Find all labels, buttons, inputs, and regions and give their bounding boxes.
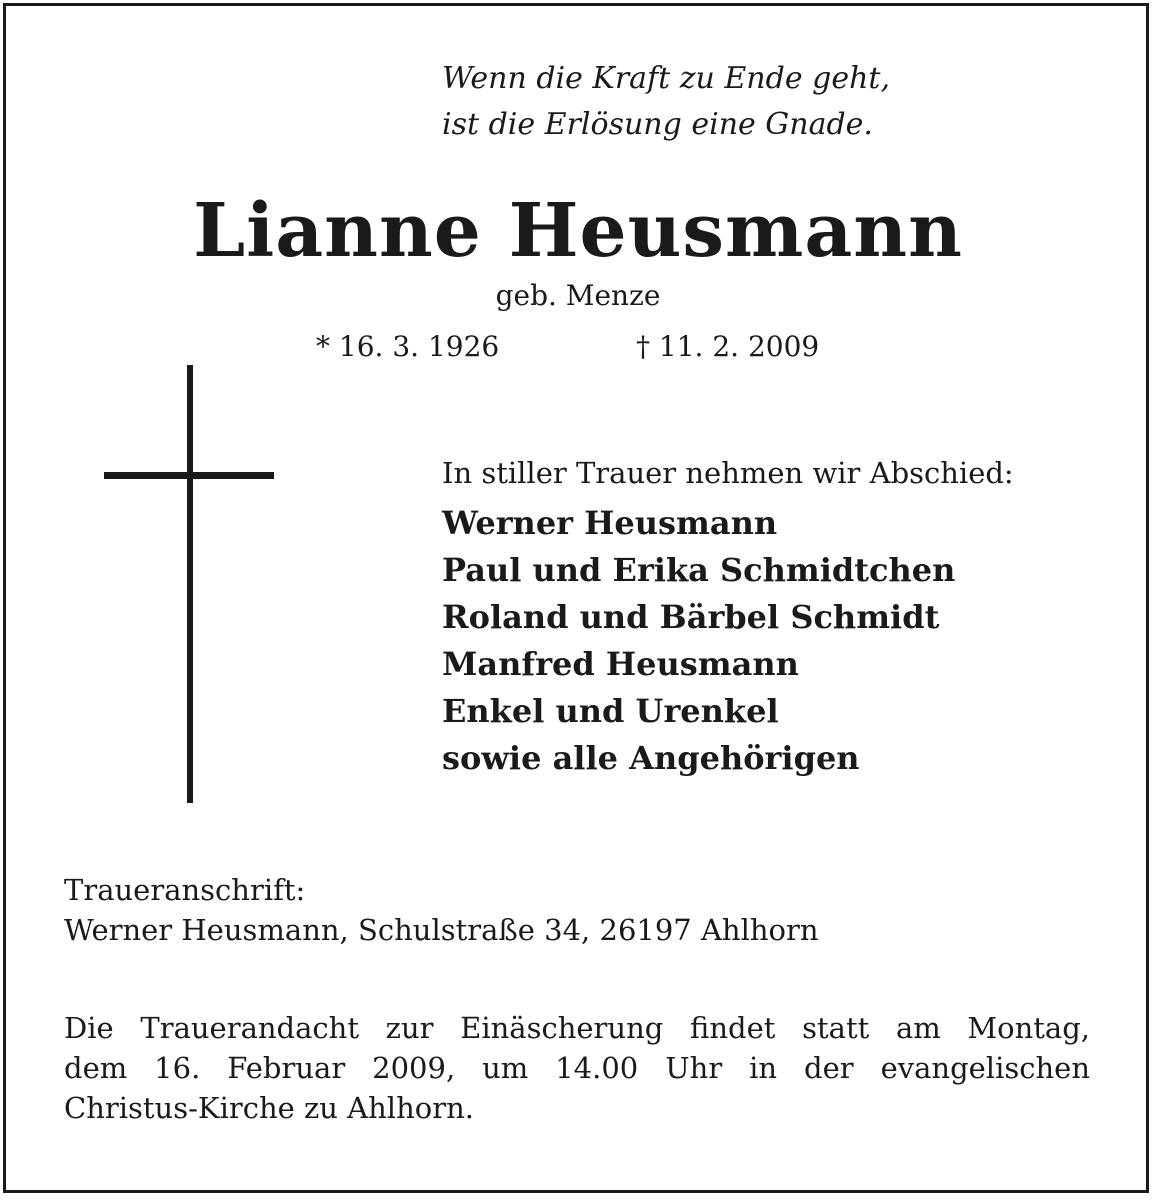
service-line-2: dem 16. Februar 2009, um 14.00 Uhr in der evangelischen xyxy=(64,1051,1090,1085)
death-date: † 11. 2. 2009 xyxy=(636,330,820,363)
mourner-name: sowie alle Angehörigen xyxy=(442,739,860,777)
birth-date: * 16. 3. 1926 xyxy=(316,330,500,363)
mourner-name: Enkel und Urenkel xyxy=(442,692,779,730)
mourner-name: Werner Heusmann xyxy=(442,504,778,542)
mourner-name: Roland und Bärbel Schmidt xyxy=(442,598,940,636)
service-line-3: Christus-Kirche zu Ahlhorn. xyxy=(64,1091,474,1125)
service-line-1: Die Trauerandacht zur Einäscherung findet statt am Montag, xyxy=(64,1011,1090,1045)
address-label: Traueranschrift: xyxy=(64,873,306,907)
cross-vertical-bar xyxy=(187,365,193,803)
maiden-name: geb. Menze xyxy=(495,279,661,312)
motto-quote xyxy=(442,56,1042,148)
motto-line-2: ist die Erlösung eine Gnade. xyxy=(442,107,873,142)
mourners-list xyxy=(442,500,955,782)
deceased-name: Lianne Heusmann xyxy=(193,188,963,274)
motto-line-1: Wenn die Kraft zu Ende geht, xyxy=(442,61,890,96)
mourner-name: Manfred Heusmann xyxy=(442,645,799,683)
address-value: Werner Heusmann, Schulstraße 34, 26197 Ahlhorn xyxy=(64,913,819,947)
service-announcement xyxy=(64,1008,1090,1128)
cross-horizontal-bar xyxy=(104,472,274,479)
mourning-address xyxy=(64,870,819,950)
mourning-intro: In stiller Trauer nehmen wir Abschied: xyxy=(442,456,1014,490)
mourner-name: Paul und Erika Schmidtchen xyxy=(442,551,956,589)
